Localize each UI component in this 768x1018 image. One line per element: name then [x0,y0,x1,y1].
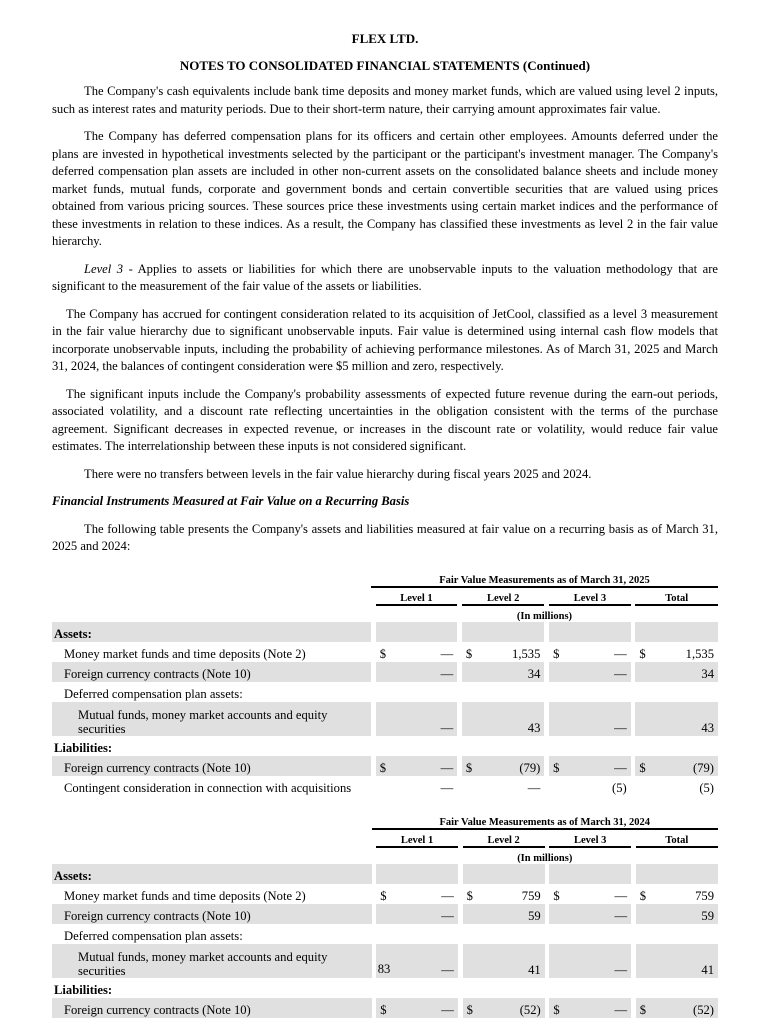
cell-value: — [567,702,631,736]
row-label: Deferred compensation plan assets: [64,928,243,943]
level-3-term: Level 3 [84,261,124,276]
row-label: Deferred compensation plan assets: [64,686,243,701]
fair-value-table-2025 [52,570,718,796]
fair-value-table-2024 [52,812,718,1018]
table-row [52,622,718,642]
table-row [52,682,718,702]
cell-value: 59 [480,904,545,924]
cell-value: (52) [653,998,718,1018]
paragraph-table-intro: The following table presents the Company's assets and liabilities measured at fair value on a recurring basis as of March 31, 2025 and 2024: [52,521,718,553]
column-header: Level 3 [549,829,631,847]
cell-value: — [567,998,631,1018]
currency-symbol: $ [465,646,473,661]
cell-value: — [567,756,631,776]
row-label: Liabilities: [54,982,113,997]
row-label: Assets: [52,864,372,884]
currency-symbol: $ [553,888,560,903]
currency-symbol [376,776,394,796]
table-row [52,884,718,904]
currency-symbol [636,904,654,924]
table-title: Fair Value Measurements as of March 31, 2024 [372,812,718,829]
currency-symbol [462,662,480,682]
currency-symbol [462,702,480,736]
currency-symbol: $ [636,998,654,1018]
currency-symbol: $ [466,888,473,903]
cell-value: — [393,662,457,682]
row-label: Contingent consideration in connection with acquisitions [64,780,352,795]
table-row [52,736,718,756]
column-header: Level 1 [376,829,458,847]
cell-value: 759 [695,888,714,903]
document-page [52,0,718,1018]
notes-heading: NOTES TO CONSOLIDATED FINANCIAL STATEMENTS (Continued) [179,58,591,73]
column-header: Level 2 [462,587,544,605]
column-header: Total [635,587,718,605]
cell-value: (5) [699,780,714,795]
cell-value: (52) [480,998,545,1018]
table-row [52,924,718,944]
column-header: Level 3 [549,587,631,605]
cell-value: 41 [480,944,545,978]
units-label: (In millions) [517,852,573,864]
cell-value: — [394,998,458,1018]
cell-value: 1,535 [512,646,541,661]
table-row [52,776,718,796]
table-title: Fair Value Measurements as of March 31, 2025 [371,570,718,587]
paragraph-no-transfers: There were no transfers between levels in the fair value hierarchy during fiscal years 2025 and 2024. [84,466,592,481]
paragraph-deferred-compensation: The Company has deferred compensation plans for its officers and certain other employees. Amounts deferred under the plans are invested in hypothetical investments selected by the participant or the participant's investment manager. The Company's deferred compensation plan assets are included in other non-current assets on the consolidated balance sheets and include money market funds, mutual funds, corporate and government bonds and certain convertible securities that are valued using prices obtained from various pricing sources. These sources price these investments using certain market indices and the performance of these investments in relation to these indices. As a result, the Company has classified these investments as level 2 in the fair value hierarchy. [52,129,718,248]
table-row [52,756,718,776]
cell-value: — [393,756,457,776]
units-label: (In millions) [516,610,573,622]
paragraph-cash-equivalents: The Company's cash equivalents include bank time deposits and money market funds, which are valued using level 2 inputs, such as interest rates and maturity periods. Due to their short-term nature, their carrying amount approximates fair value. [52,84,718,116]
cell-value: 759 [521,888,541,903]
currency-symbol: $ [463,998,481,1018]
cell-value: (5) [612,780,627,795]
cell-value: 41 [653,944,718,978]
row-label: Money market funds and time deposits (Note 2) [64,646,306,661]
row-label: Assets: [52,622,371,642]
currency-symbol: $ [635,756,653,776]
cell-value: — [567,662,631,682]
section-subheading: Financial Instruments Measured at Fair Value on a Recurring Basis [52,494,410,508]
cell-value: — [440,646,454,661]
currency-symbol [376,904,394,924]
column-header: Total [636,829,718,847]
cell-value: — [394,944,458,978]
cell-value: — [440,780,454,795]
cell-value: — [394,904,458,924]
table-row [52,702,718,736]
cell-value: 43 [479,702,544,736]
row-label: Mutual funds, money market accounts and equity securities [52,944,372,978]
cell-value: 34 [653,662,718,682]
currency-symbol: $ [639,646,646,661]
currency-symbol: $ [639,888,647,903]
table-row [52,978,718,998]
table-row [52,642,718,662]
row-label: Mutual funds, money market accounts and equity securities [52,702,371,736]
currency-symbol: $ [376,998,394,1018]
cell-value: 59 [653,904,718,924]
paragraph-significant-inputs: The significant inputs include the Company's probability assessments of expected future revenue during the earn-out periods, associated volatility, and a discount rate reflecting uncertainties in the obligation consistent with the terms of the purchase agreement. Significant decreases in expected revenue, or increases in the discount rate or volatility, would reduce fair value estimates. The interrelationship between these inputs is not considered significant. [52,386,718,453]
paragraph-contingent-consideration: The Company has accrued for contingent consideration related to its acquisition of JetCool, classified as a level 3 measurement in the fair value hierarchy due to significant unobservable inputs. Fair value is determined using internal cash flow models that incorporate unobservable inputs, including the probability of achieving performance milestones. As of March 31, 2025 and March 31, 2024, the balances of contingent consideration were $5 million and zero, respectively. [52,306,718,373]
cell-value: (79) [479,756,544,776]
currency-symbol [635,662,653,682]
column-header: Level 1 [376,587,458,605]
currency-symbol [376,702,394,736]
page-number: 83 [377,962,391,976]
row-label: Foreign currency contracts (Note 10) [52,998,372,1018]
currency-symbol: $ [549,756,567,776]
currency-symbol [462,776,480,796]
paragraph-level-3 [52,261,718,296]
company-name: FLEX LTD. [351,31,419,46]
row-label: Foreign currency contracts (Note 10) [52,756,371,776]
currency-symbol: $ [553,646,560,661]
level-3-definition: - Applies to assets or liabilities for which there are unobservable inputs to the valuation methodology that are significant to the measurement of the fair value of the assets or liabilities. [52,261,719,293]
column-header: Level 2 [463,829,545,847]
cell-value: — [567,944,631,978]
row-label: Foreign currency contracts (Note 10) [52,662,371,682]
cell-value: — [441,888,454,903]
currency-symbol [635,776,653,796]
row-label: Foreign currency contracts (Note 10) [52,904,372,924]
row-label: Money market funds and time deposits (Note 2) [64,888,306,903]
currency-symbol: $ [462,756,480,776]
currency-symbol: $ [549,998,567,1018]
cell-value: (79) [653,756,718,776]
cell-value: — [393,702,457,736]
cell-value: — [614,646,627,661]
currency-symbol [549,776,567,796]
currency-symbol [549,662,567,682]
currency-symbol [376,662,394,682]
currency-symbol [549,904,567,924]
cell-value: 34 [479,662,544,682]
table-row [52,998,718,1018]
currency-symbol: $ [379,646,386,661]
currency-symbol [463,904,481,924]
cell-value: — [614,888,628,903]
table-row [52,864,718,884]
cell-value: 43 [653,702,718,736]
row-label: Liabilities: [54,740,113,755]
cell-value: — [527,780,541,795]
table-row [52,662,718,682]
currency-symbol [549,702,567,736]
currency-symbol: $ [376,756,394,776]
table-row [52,904,718,924]
currency-symbol [635,702,653,736]
currency-symbol: $ [380,888,387,903]
cell-value: — [567,904,631,924]
cell-value: 1,535 [685,646,714,661]
